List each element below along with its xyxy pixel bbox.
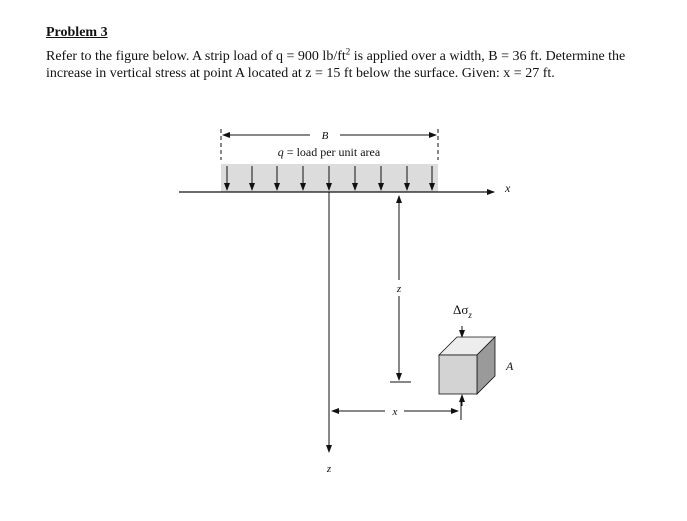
unit-exponent: 2 [345, 46, 351, 57]
depth-dimension [390, 196, 411, 382]
offset-dimension [332, 402, 461, 420]
statement-text-start: Refer to the figure below. A strip load of q = 900 lb/ft [46, 49, 346, 64]
stress-label [453, 302, 472, 320]
point-a-label: A [506, 359, 514, 373]
offset-label: x [392, 406, 398, 418]
statement-text-end: is applied over a width, B = 36 ft. Determine the increase in vertical stress at point A located at z = 15 ft below the surface. Given: x = 27 ft. [46, 49, 626, 81]
load-label [278, 145, 381, 159]
width-label: B [321, 130, 329, 142]
stress-delta-symbol: Δσ [453, 302, 469, 317]
load-description: = load per unit area [283, 145, 381, 159]
depth-label: z [396, 283, 402, 295]
soil-element-cube [439, 337, 495, 394]
z-axis-label: z [326, 463, 332, 475]
load-variable: q [277, 145, 284, 159]
problem-heading: Problem 3 [46, 25, 108, 40]
x-axis-label: x [505, 181, 511, 195]
stress-subscript: z [468, 310, 472, 320]
